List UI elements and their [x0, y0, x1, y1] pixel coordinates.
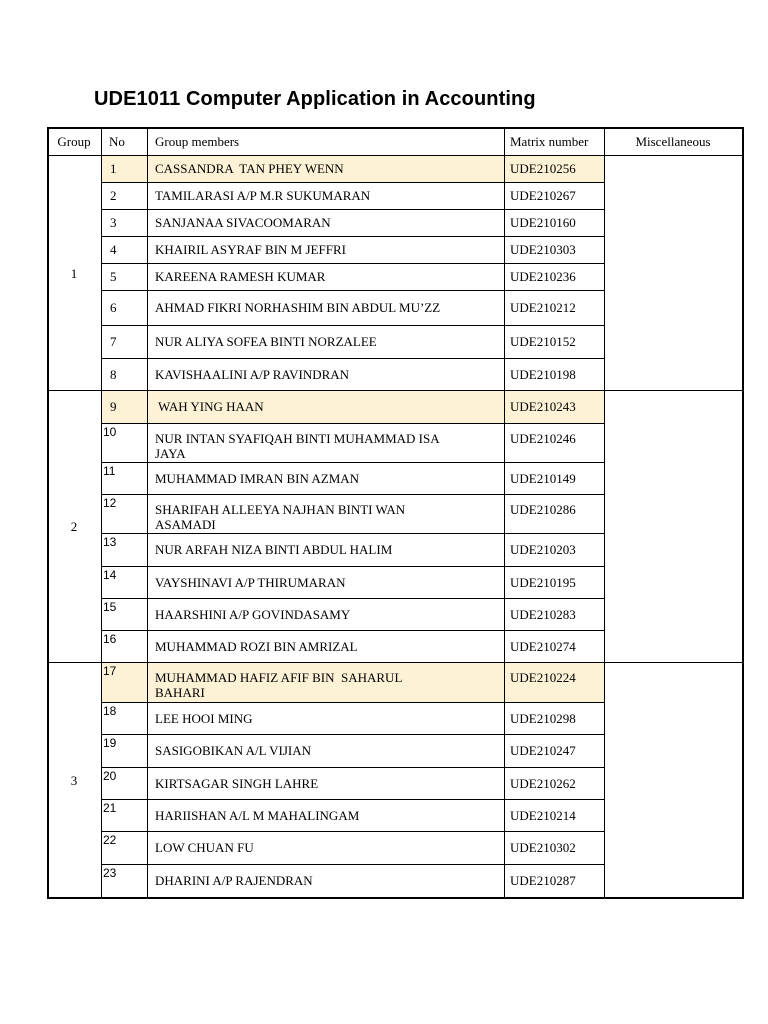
- matrix-number: UDE210149: [510, 471, 576, 486]
- matrix-number: UDE210262: [510, 776, 576, 791]
- member-name: MUHAMMAD ROZI BIN AMRIZAL: [155, 639, 358, 654]
- matrix-number: UDE210256: [510, 161, 576, 176]
- table-border: [604, 127, 605, 898]
- header-no: No: [109, 134, 125, 149]
- matrix-number: UDE210274: [510, 639, 576, 654]
- row-number: 18: [103, 704, 117, 718]
- row-number: 20: [103, 769, 117, 783]
- matrix-number: UDE210283: [510, 607, 576, 622]
- group-label: 2: [70, 519, 78, 534]
- row-number: 5: [110, 269, 117, 284]
- matrix-number: UDE210287: [510, 873, 576, 888]
- row-number: 6: [110, 300, 117, 315]
- table-border: [101, 799, 605, 800]
- member-name: KIRTSAGAR SINGH LAHRE: [155, 776, 319, 791]
- table-border: [101, 630, 605, 631]
- member-name: NUR ARFAH NIZA BINTI ABDUL HALIM: [155, 542, 393, 557]
- member-name: MUHAMMAD IMRAN BIN AZMAN: [155, 471, 360, 486]
- row-number: 9: [110, 399, 117, 414]
- table-border: [101, 864, 605, 865]
- table-border: [47, 127, 49, 898]
- member-name: TAMILARASI A/P M.R SUKUMARAN: [155, 188, 371, 203]
- header-group: Group: [57, 134, 91, 149]
- matrix-number: UDE210286: [510, 502, 576, 517]
- table-border: [101, 263, 605, 264]
- table-border: [101, 598, 605, 599]
- row-number: 13: [103, 535, 117, 549]
- table-border: [101, 767, 605, 768]
- member-name: SASIGOBIKAN A/L VIJIAN: [155, 743, 312, 758]
- member-name: KAVISHAALINI A/P RAVINDRAN: [155, 367, 350, 382]
- table-border: [147, 127, 148, 898]
- member-name: AHMAD FIKRI NORHASHIM BIN ABDUL MU’ZZ: [155, 300, 441, 315]
- group-label: 1: [70, 266, 78, 281]
- matrix-number: UDE210267: [510, 188, 576, 203]
- matrix-number: UDE210212: [510, 300, 576, 315]
- row-number: 10: [103, 425, 117, 439]
- table-border: [101, 734, 605, 735]
- row-number: 23: [103, 866, 117, 880]
- header-members: Group members: [155, 134, 240, 149]
- table-border: [47, 127, 744, 129]
- row-number: 2: [110, 188, 117, 203]
- member-name: KAREENA RAMESH KUMAR: [155, 269, 326, 284]
- table-border: [101, 831, 605, 832]
- matrix-number: UDE210303: [510, 242, 576, 257]
- member-name: WAH YING HAAN: [155, 399, 264, 414]
- matrix-number: UDE210198: [510, 367, 576, 382]
- row-number: 8: [110, 367, 117, 382]
- table-border: [101, 325, 605, 326]
- member-name: DHARINI A/P RAJENDRAN: [155, 873, 313, 888]
- table-border: [47, 897, 744, 899]
- page-title: UDE1011 Computer Application in Accounting: [94, 88, 536, 110]
- matrix-number: UDE210152: [510, 334, 576, 349]
- row-number: 12: [103, 496, 117, 510]
- row-number: 15: [103, 600, 117, 614]
- member-name: HARIISHAN A/L M MAHALINGAM: [155, 808, 360, 823]
- member-name: LOW CHUAN FU: [155, 840, 254, 855]
- table-border: [101, 236, 605, 237]
- table-border: [101, 494, 605, 495]
- header-misc: Miscellaneous: [635, 134, 711, 149]
- table-border: [47, 390, 744, 391]
- table-border: [101, 423, 605, 424]
- table-border: [101, 209, 605, 210]
- matrix-number: UDE210160: [510, 215, 576, 230]
- row-number: 7: [110, 334, 117, 349]
- matrix-number: UDE210247: [510, 743, 576, 758]
- member-name: SHARIFAH ALLEEYA NAJHAN BINTI WAN ASAMADI: [155, 502, 406, 532]
- matrix-number: UDE210224: [510, 670, 576, 685]
- row-number: 19: [103, 736, 117, 750]
- row-number: 4: [110, 242, 117, 257]
- member-name: NUR ALIYA SOFEA BINTI NORZALEE: [155, 334, 377, 349]
- table-border: [101, 358, 605, 359]
- table-border: [101, 462, 605, 463]
- table-border: [47, 662, 744, 663]
- table-border: [504, 127, 505, 898]
- matrix-number: UDE210246: [510, 431, 576, 446]
- member-name: MUHAMMAD HAFIZ AFIF BIN SAHARUL BAHARI: [155, 670, 403, 700]
- matrix-number: UDE210302: [510, 840, 576, 855]
- table-border: [101, 566, 605, 567]
- matrix-number: UDE210203: [510, 542, 576, 557]
- table-border: [742, 127, 744, 898]
- table-border: [101, 533, 605, 534]
- table-border: [47, 155, 743, 156]
- table-border: [101, 290, 605, 291]
- group-label: 3: [70, 773, 78, 788]
- row-number: 1: [110, 161, 117, 176]
- matrix-number: UDE210195: [510, 575, 576, 590]
- member-name: KHAIRIL ASYRAF BIN M JEFFRI: [155, 242, 346, 257]
- member-name: LEE HOOI MING: [155, 711, 253, 726]
- header-matrix: Matrix number: [510, 134, 589, 149]
- member-name: CASSANDRA TAN PHEY WENN: [155, 161, 344, 176]
- row-number: 21: [103, 801, 117, 815]
- row-number: 3: [110, 215, 117, 230]
- row-number: 17: [103, 664, 117, 678]
- member-name: VAYSHINAVI A/P THIRUMARAN: [155, 575, 346, 590]
- row-number: 22: [103, 833, 117, 847]
- table-border: [101, 182, 605, 183]
- matrix-number: UDE210298: [510, 711, 576, 726]
- row-number: 14: [103, 568, 117, 582]
- matrix-number: UDE210236: [510, 269, 576, 284]
- matrix-number: UDE210243: [510, 399, 576, 414]
- member-name: NUR INTAN SYAFIQAH BINTI MUHAMMAD ISA JAYA: [155, 431, 440, 461]
- member-name: SANJANAA SIVACOOMARAN: [155, 215, 331, 230]
- row-number: 16: [103, 632, 117, 646]
- table-border: [101, 702, 605, 703]
- table-border: [101, 127, 102, 898]
- row-number: 11: [103, 464, 116, 478]
- member-name: HAARSHINI A/P GOVINDASAMY: [155, 607, 351, 622]
- matrix-number: UDE210214: [510, 808, 576, 823]
